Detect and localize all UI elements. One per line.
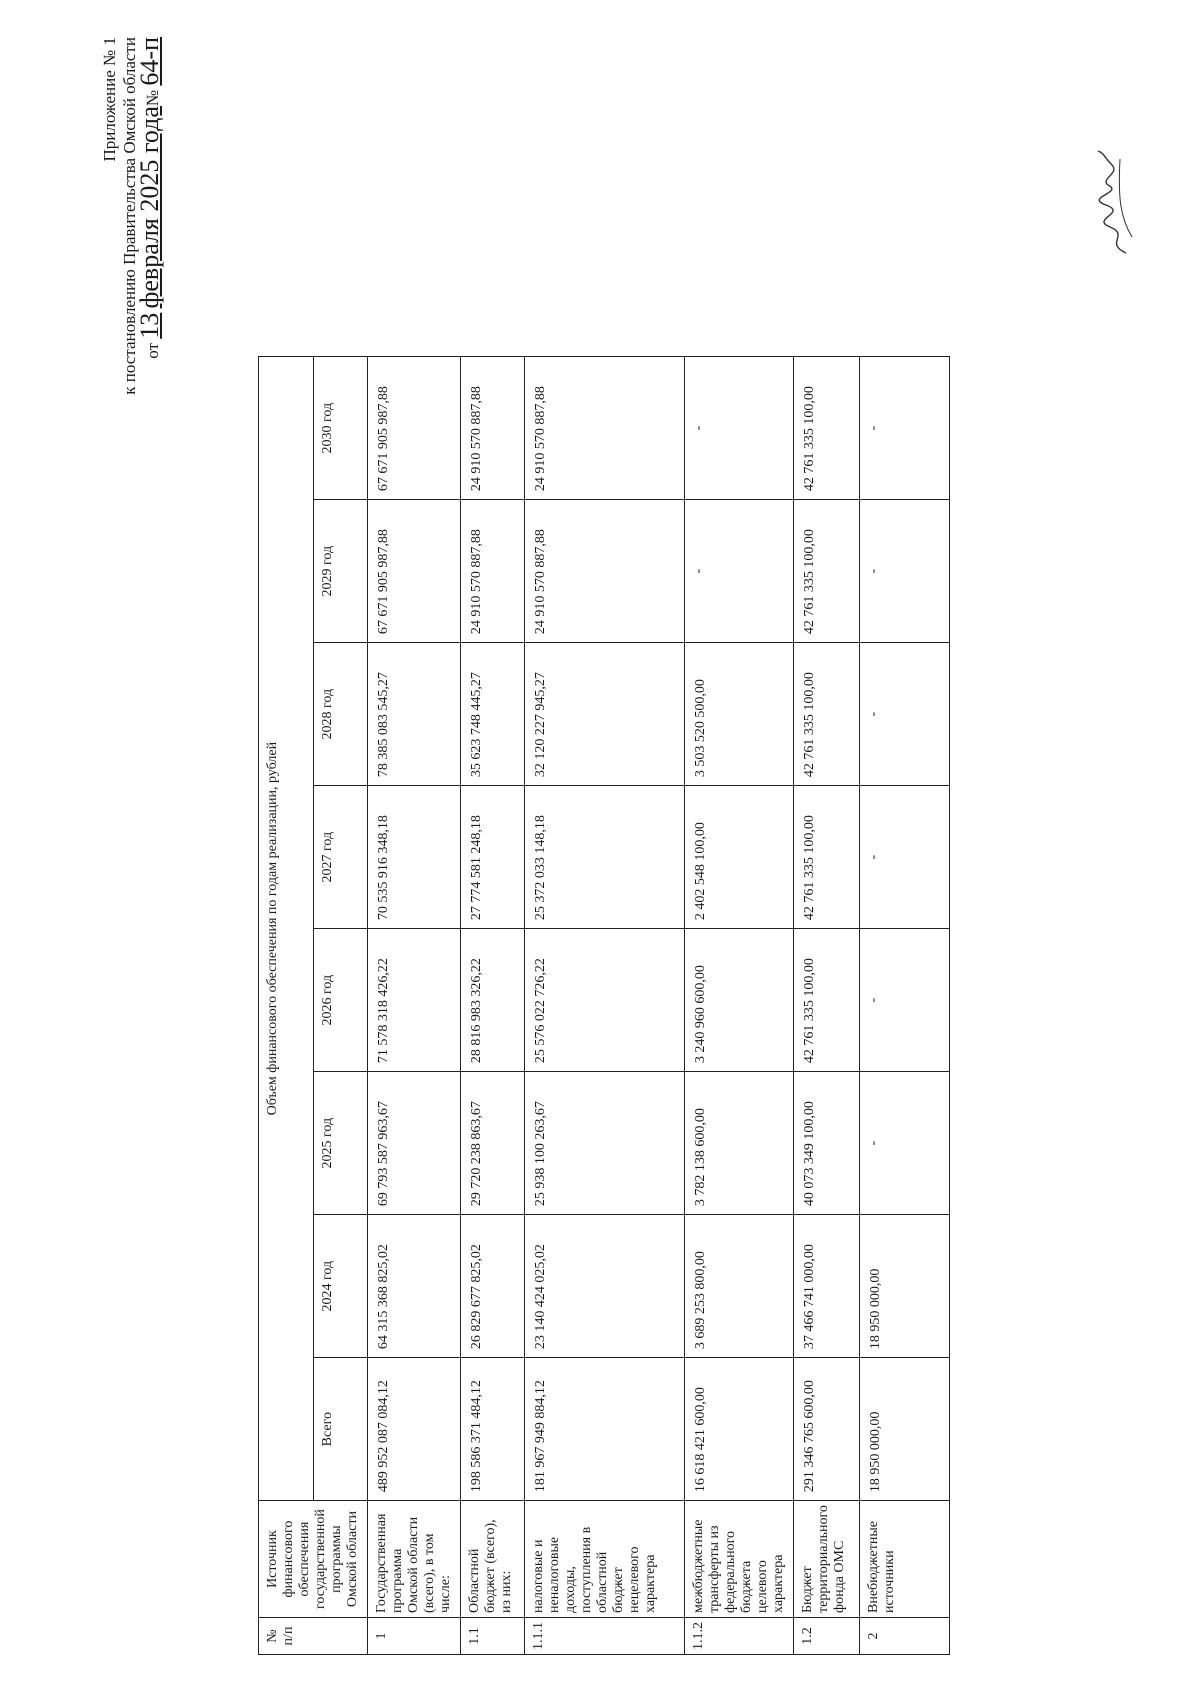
value-cell: 3 240 960 600,00: [685, 929, 794, 1072]
col-header-group: Объем финансового обеспечения по годам реализации, рублей: [259, 357, 314, 1501]
value-cell: 291 346 765 600,00: [794, 1358, 860, 1501]
value-cell: 25 372 033 148,18: [525, 786, 685, 929]
value-cell: 78 385 083 545,27: [368, 643, 461, 786]
value-cell: -: [685, 500, 794, 643]
value-cell: 42 761 335 100,00: [794, 500, 860, 643]
resolution-number: 64-п: [135, 37, 164, 86]
table-row: [461, 357, 525, 1655]
signature-mark: [1090, 147, 1140, 257]
col-header-year: 2029 год: [313, 500, 368, 643]
value-cell: 24 910 570 887,88: [461, 357, 525, 500]
value-cell: 3 689 253 800,00: [685, 1215, 794, 1358]
date-day: 13: [135, 312, 164, 339]
value-cell: -: [860, 643, 950, 786]
value-cell: 69 793 587 963,67: [368, 1072, 461, 1215]
row-source: налоговые и неналоговые доходы, поступления в областной бюджет нецелевого характера: [525, 1501, 685, 1618]
value-cell: 24 910 570 887,88: [525, 357, 685, 500]
value-cell: 42 761 335 100,00: [794, 643, 860, 786]
row-source: Государственная программа Омской области (всего), в том числе:: [368, 1501, 461, 1618]
table-row: [368, 357, 461, 1655]
number-prefix: №: [143, 89, 162, 107]
col-header-source: Источник финансового обеспечения государственной программы Омской области: [259, 1501, 368, 1618]
table-row: [860, 357, 950, 1655]
value-cell: 29 720 238 863,67: [461, 1072, 525, 1215]
value-cell: 2 402 548 100,00: [685, 786, 794, 929]
value-cell: 489 952 087 084,12: [368, 1358, 461, 1501]
value-cell: 23 140 424 025,02: [525, 1215, 685, 1358]
value-cell: 3 782 138 600,00: [685, 1072, 794, 1215]
value-cell: -: [860, 929, 950, 1072]
value-cell: 24 910 570 887,88: [525, 500, 685, 643]
table-body: [368, 357, 950, 1655]
value-cell: 32 120 227 945,27: [525, 643, 685, 786]
value-cell: 42 761 335 100,00: [794, 786, 860, 929]
col-header-year: 2026 год: [313, 929, 368, 1072]
value-cell: 28 816 983 326,22: [461, 929, 525, 1072]
header-row-group: [259, 357, 314, 1655]
table-row: [685, 357, 794, 1655]
col-header-year: 2024 год: [313, 1215, 368, 1358]
value-cell: 181 967 949 884,12: [525, 1358, 685, 1501]
value-cell: 25 938 100 263,67: [525, 1072, 685, 1215]
appendix-header: [100, 37, 163, 577]
row-number: 1.2: [794, 1618, 860, 1655]
value-cell: -: [860, 786, 950, 929]
value-cell: 27 774 581 248,18: [461, 786, 525, 929]
row-source: межбюджетные трансферты из федерального бюджета целевого характера: [685, 1501, 794, 1618]
row-number: 1: [368, 1618, 461, 1655]
col-header-year: 2030 год: [313, 357, 368, 500]
row-source: Внебюджетные источники: [860, 1501, 950, 1618]
row-number: 1.1.1: [525, 1618, 685, 1655]
value-cell: 3 503 520 500,00: [685, 643, 794, 786]
financing-table: [258, 356, 950, 1655]
col-header-no: № п/п: [259, 1618, 368, 1655]
value-cell: 67 671 905 987,88: [368, 357, 461, 500]
col-header-total: Всего: [313, 1358, 368, 1501]
value-cell: 26 829 677 825,02: [461, 1215, 525, 1358]
value-cell: 70 535 916 348,18: [368, 786, 461, 929]
value-cell: 37 466 741 000,00: [794, 1215, 860, 1358]
header-row-years: [313, 357, 368, 1655]
value-cell: 16 618 421 600,00: [685, 1358, 794, 1501]
resolution-date-line: [135, 37, 164, 577]
row-number: 2: [860, 1618, 950, 1655]
value-cell: -: [860, 500, 950, 643]
date-month-year: февраля 2025 года: [135, 106, 164, 309]
value-cell: 18 950 000,00: [860, 1215, 950, 1358]
appendix-title: Приложение № 1: [100, 37, 119, 162]
resolution-reference: к постановлению Правительства Омской области: [120, 37, 139, 395]
value-cell: 42 761 335 100,00: [794, 929, 860, 1072]
value-cell: 35 623 748 445,27: [461, 643, 525, 786]
value-cell: 25 576 022 726,22: [525, 929, 685, 1072]
row-number: 1.1.2: [685, 1618, 794, 1655]
date-prefix: от: [143, 342, 162, 359]
value-cell: 24 910 570 887,88: [461, 500, 525, 643]
col-header-year: 2025 год: [313, 1072, 368, 1215]
value-cell: 71 578 318 426,22: [368, 929, 461, 1072]
value-cell: 42 761 335 100,00: [794, 357, 860, 500]
value-cell: -: [685, 357, 794, 500]
row-number: 1.1: [461, 1618, 525, 1655]
value-cell: 40 073 349 100,00: [794, 1072, 860, 1215]
value-cell: 18 950 000,00: [860, 1358, 950, 1501]
value-cell: -: [860, 357, 950, 500]
col-header-year: 2027 год: [313, 786, 368, 929]
value-cell: -: [860, 1072, 950, 1215]
value-cell: 198 586 371 484,12: [461, 1358, 525, 1501]
value-cell: 67 671 905 987,88: [368, 500, 461, 643]
value-cell: 64 315 368 825,02: [368, 1215, 461, 1358]
row-source: Областной бюджет (всего), из них:: [461, 1501, 525, 1618]
col-header-year: 2028 год: [313, 643, 368, 786]
table-row: [794, 357, 860, 1655]
row-source: Бюджет территориального фонда ОМС: [794, 1501, 860, 1618]
table-row: [525, 357, 685, 1655]
